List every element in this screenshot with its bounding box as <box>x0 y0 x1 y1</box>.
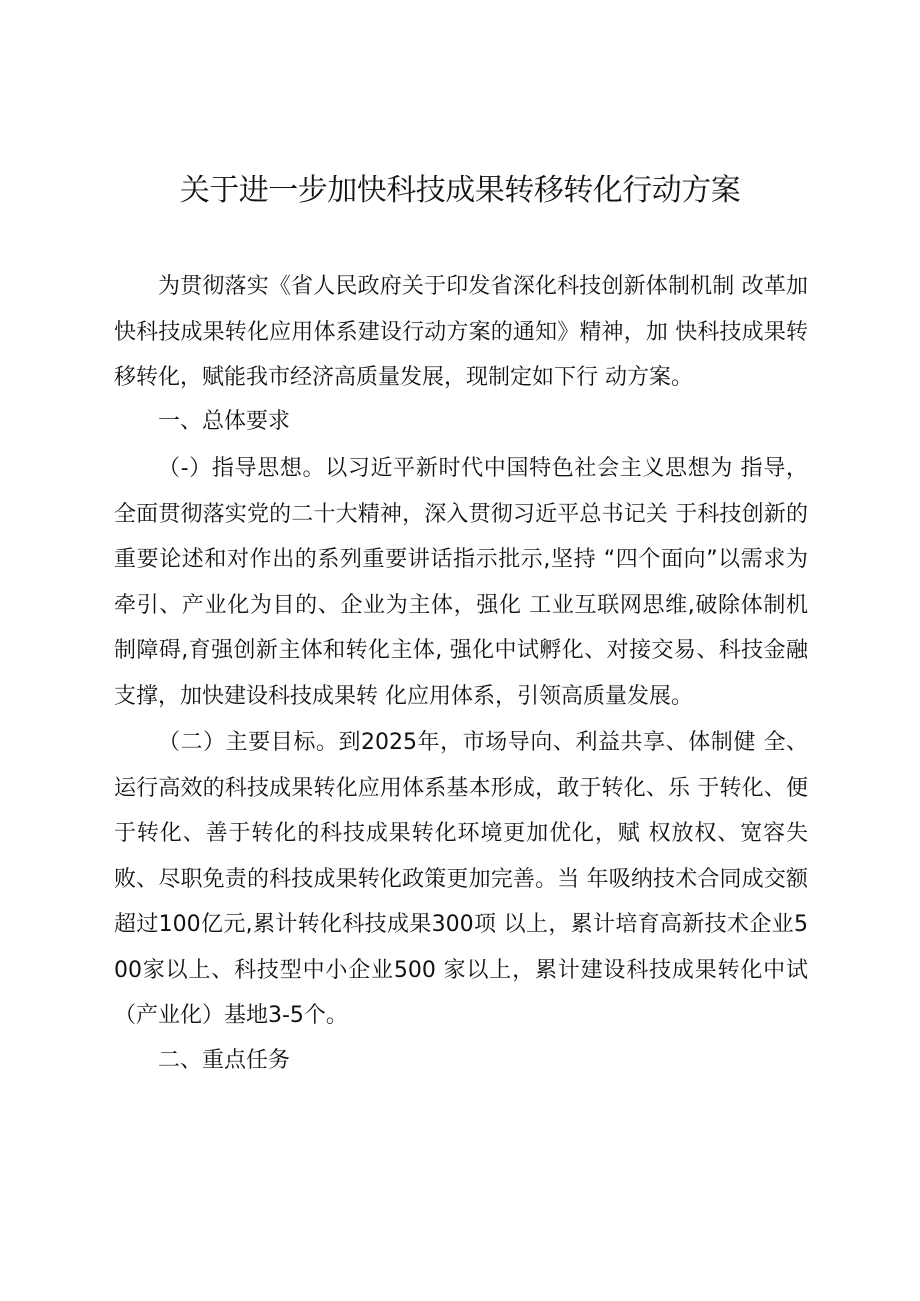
guiding-ideology-paragraph: （-）指导思想。以习近平新时代中国特色社会主义思想为 指导，全面贯彻落实党的二十大精神，深入贯彻习近平总书记关 于科技创新的重要论述和对作出的系列重要讲话指示批示,坚持 “四个面向”以需求为牵引、产业化为目的、企业为主体，强化 工业互联网思维,破除体制机制障碍,育强创新主体和转化主体, 强化中试孵化、对接交易、科技金融支撑，加快建设科技成果转 化应用体系，引领高质量发展。 <box>114 456 808 709</box>
section-one-heading: 一、总体要求 <box>158 409 291 434</box>
intro-paragraph: 为贯彻落实《省人民政府关于印发省深化科技创新体制机制 改革加快科技成果转化应用体系建设行动方案的通知》精神，加 快科技成果转移转化，赋能我市经济高质量发展，现制定如下行 动方案。 <box>114 274 808 390</box>
section-two-heading: 二、重点任务 <box>158 1048 291 1073</box>
main-goals-paragraph: （二）主要目标。到2025年，市场导向、利益共享、体制健 全、运行高效的科技成果转化应用体系基本形成，敢于转化、乐 于转化、便于转化、善于转化的科技成果转化环境更加优化，赋 权放权、宽容失败、尽职免责的科技成果转化政策更加完善。当 年吸纳技术合同成交额超过100亿元,累计转化科技成果300项 以上，累计培育高新技术企业500家以上、科技型中小企业500 家以上，累计建设科技成果转化中试（产业化）基地3-5个。 <box>114 730 808 1028</box>
document-title: 关于进一步加快科技成果转移转化行动方案 <box>179 173 741 208</box>
